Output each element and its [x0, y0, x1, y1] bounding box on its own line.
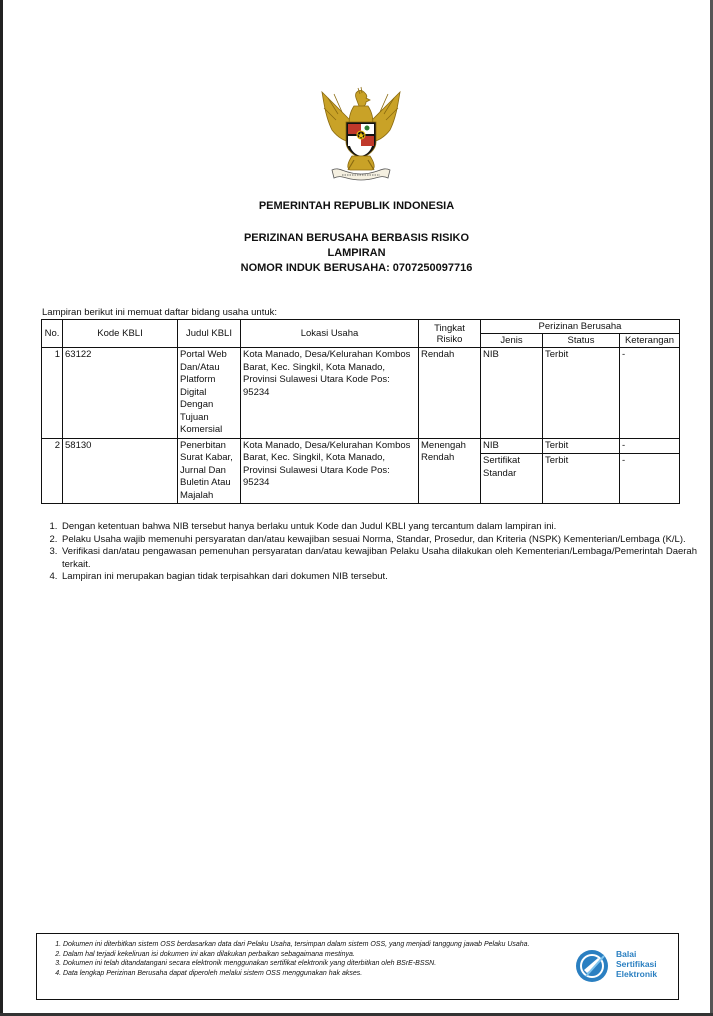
bsre-badge-icon — [574, 948, 610, 984]
row-jenis — [481, 438, 543, 504]
note-item: 1. Dengan ketentuan bahwa NIB tersebut hanya berlaku untuk Kode dan Judul KBLI yang tercantum dalam lampiran ini. — [60, 521, 697, 534]
row-jenis-sertifikat: Sertifikat Standar — [481, 453, 542, 481]
row-risiko: Menengah Rendah — [419, 438, 481, 504]
row-risiko: Rendah — [419, 348, 481, 439]
bsre-logo — [574, 948, 670, 984]
header-status: Status — [543, 334, 620, 348]
row-lokasi: Kota Manado, Desa/Kelurahan Kombos Barat, Kec. Singkil, Kota Manado, Provinsi Sulawesi Utara Kode Pos: 95234 — [241, 438, 419, 504]
table-row — [42, 348, 680, 439]
table-header-row — [42, 320, 680, 334]
row-lokasi: Kota Manado, Desa/Kelurahan Kombos Barat, Kec. Singkil, Kota Manado, Provinsi Sulawesi Utara Kode Pos: 95234 — [241, 348, 419, 439]
header-jenis: Jenis — [481, 334, 543, 348]
nib-number: NOMOR INDUK BERUSAHA: 0707250097716 — [240, 262, 473, 274]
row-status-2: Terbit — [543, 453, 619, 469]
row-judul: Penerbitan Surat Kabar, Jurnal Dan Buletin Atau Majalah — [178, 438, 241, 504]
footer-box — [36, 933, 679, 1000]
frame-left-border — [0, 0, 3, 1016]
garuda-emblem-icon — [314, 84, 408, 184]
footer-note-item: 3. Dokumen ini telah ditandatangani secara elektronik menggunakan sertifikat elektronik yang diterbitkan oleh BSrE-BSSN. — [63, 959, 583, 969]
bsre-line-1: Balai — [616, 949, 637, 959]
note-item: 3. Verifikasi dan/atau pengawasan pemenuhan persyaratan dan/atau kewajiban Pelaku Usaha dilakukan oleh Kementerian/Lembaga/Pemerintah Daerah terkait. — [60, 546, 697, 571]
row-jenis: NIB — [481, 348, 543, 439]
document-title-block — [0, 231, 713, 276]
header-kode: Kode KBLI — [63, 320, 178, 348]
permit-title: PERIZINAN BERUSAHA BERBASIS RISIKO — [243, 232, 470, 244]
header-lokasi: Lokasi Usaha — [241, 320, 419, 348]
footer-note-item: 4. Data lengkap Perizinan Berusaha dapat diperoleh melalui sistem OSS menggunakan hak akses. — [63, 969, 583, 979]
intro-text: Lampiran berikut ini memuat daftar bidang usaha untuk: — [42, 307, 277, 318]
kbli-table — [41, 319, 680, 504]
row-no: 1 — [42, 348, 63, 439]
header-no: No. — [42, 320, 63, 348]
header-judul: Judul KBLI — [178, 320, 241, 348]
bsre-line-2: Sertifikasi — [616, 959, 657, 969]
row-status-1: Terbit — [545, 439, 569, 451]
row-keterangan-1: - — [622, 439, 626, 451]
row-kode: 63122 — [63, 348, 178, 439]
notes-list — [42, 521, 697, 584]
footer-note-item: 1. Dokumen ini diterbitkan sistem OSS berdasarkan data dari Pelaku Usaha, tersimpan dalam sistem OSS, yang menjadi tanggung jawab Pelaku Usaha. — [63, 940, 583, 950]
row-no: 2 — [42, 438, 63, 504]
footer-notes — [47, 940, 583, 978]
attachment-title: LAMPIRAN — [327, 247, 386, 259]
row-status — [543, 438, 620, 504]
header-keterangan: Keterangan — [620, 334, 680, 348]
row-keterangan-2: - — [620, 453, 679, 469]
row-keterangan: - — [620, 348, 680, 439]
note-item: 2. Pelaku Usaha wajib memenuhi persyaratan dan/atau kewajiban sesuai Norma, Standar, Prosedur, dan Kriteria (NSPK) Kementerian/Lembaga (K/L). — [60, 534, 697, 547]
row-status: Terbit — [543, 348, 620, 439]
bsre-logo-text — [616, 949, 657, 979]
footer-note-item: 2. Dalam hal terjadi kekeliruan isi dokumen ini akan dilakukan perbaikan sebagaimana mestinya. — [63, 950, 583, 960]
note-item: 4. Lampiran ini merupakan bagian tidak terpisahkan dari dokumen NIB tersebut. — [60, 571, 697, 584]
bsre-line-3: Elektronik — [616, 969, 658, 979]
row-keterangan — [620, 438, 680, 504]
header-risiko: Tingkat Risiko — [419, 320, 481, 348]
row-jenis-nib: NIB — [483, 439, 499, 451]
table-row — [42, 438, 680, 504]
government-title: PEMERINTAH REPUBLIK INDONESIA — [258, 200, 455, 212]
header-perizinan: Perizinan Berusaha — [481, 320, 680, 334]
row-judul: Portal Web Dan/Atau Platform Digital Dengan Tujuan Komersial — [178, 348, 241, 439]
row-kode: 58130 — [63, 438, 178, 504]
